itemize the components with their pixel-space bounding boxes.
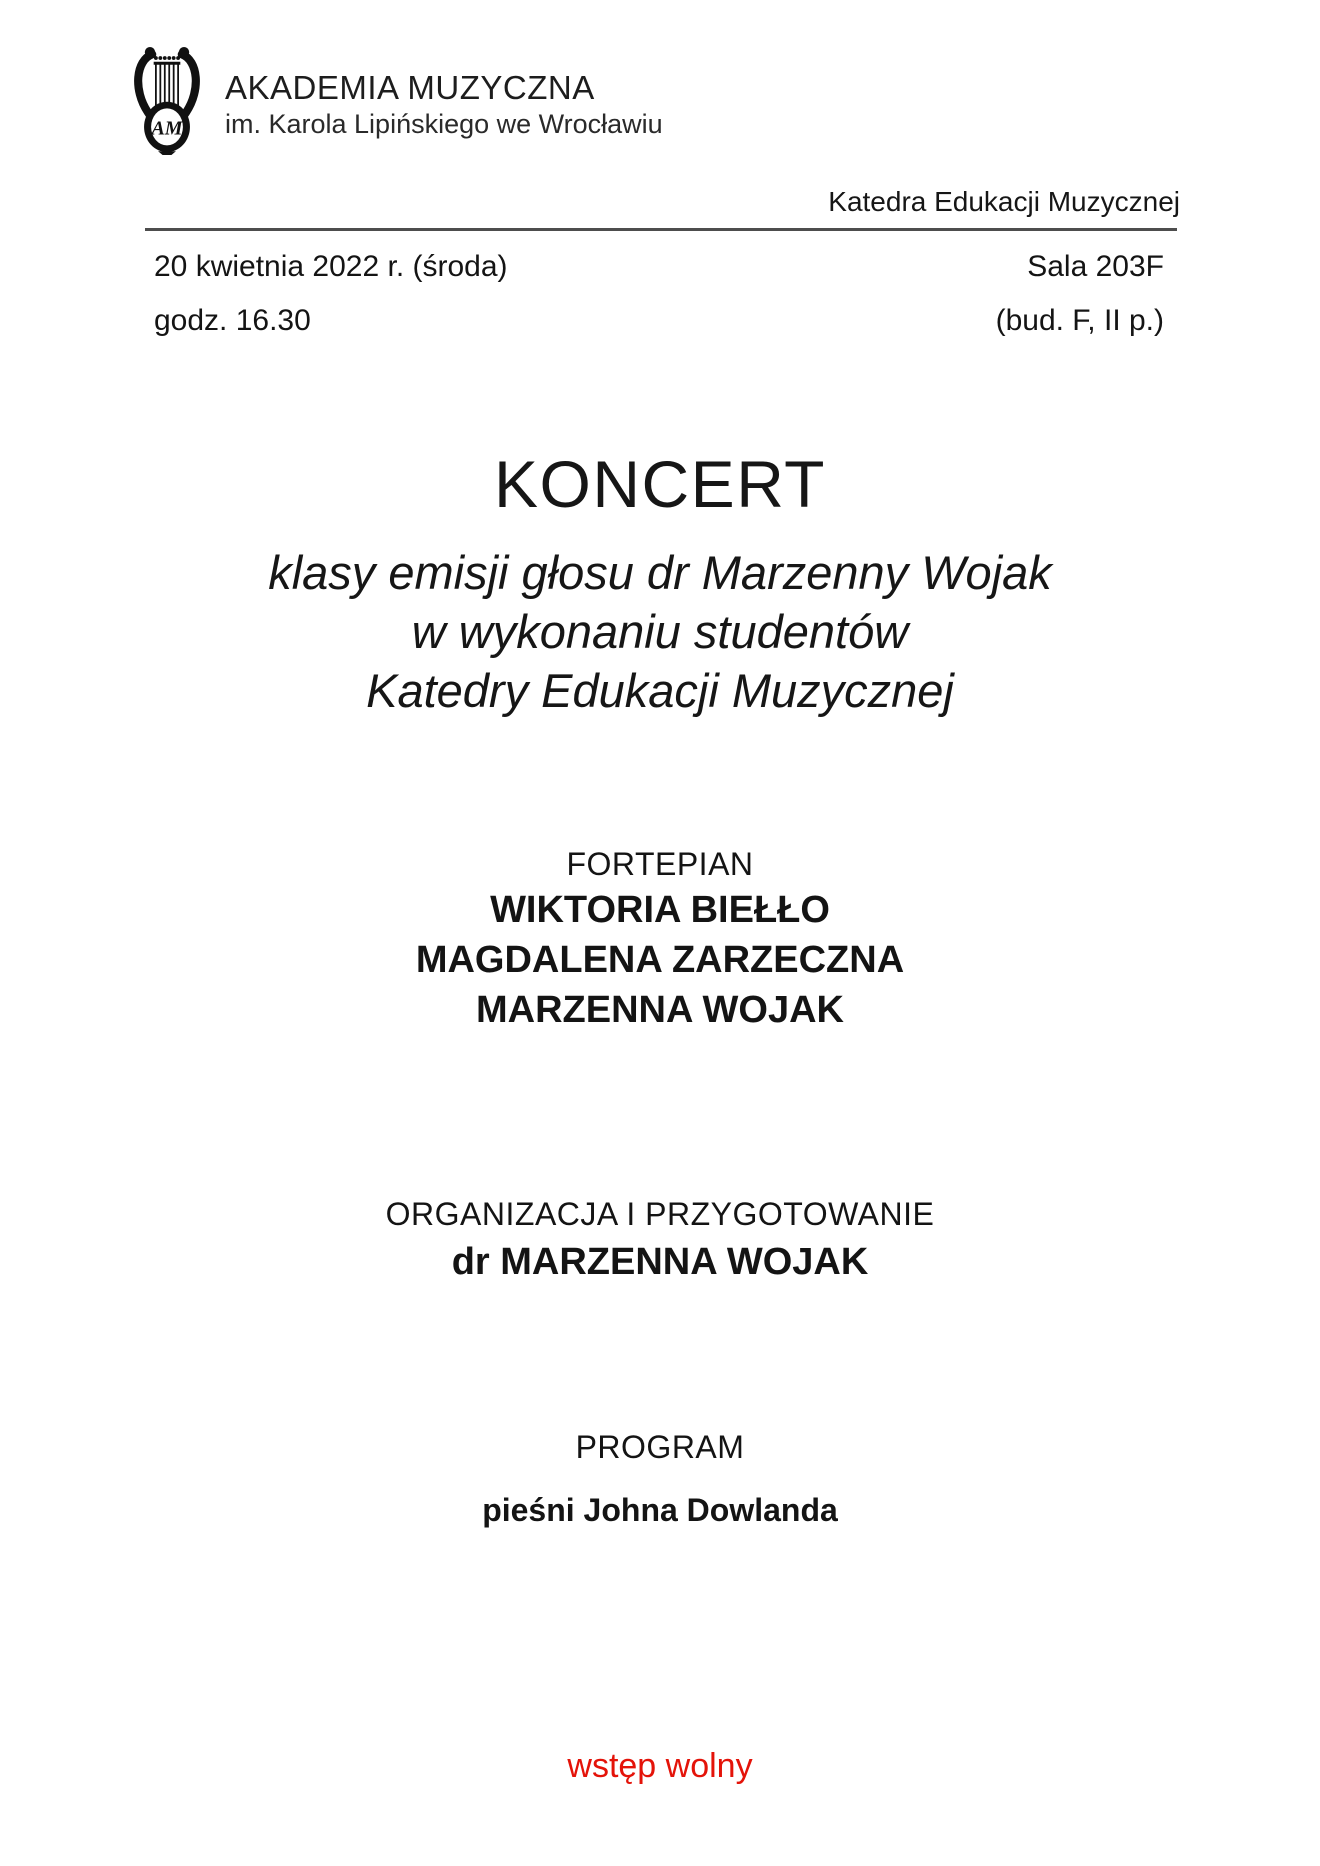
academy-subtitle: im. Karola Lipińskiego we Wrocławiu: [225, 109, 663, 139]
header-divider: [145, 228, 1177, 231]
event-info: [154, 248, 1164, 356]
organization-heading: ORGANIZACJA I PRZYGOTOWANIE: [385, 1196, 935, 1232]
piano-section: [0, 845, 1320, 1035]
academy-logo: [130, 44, 663, 155]
organization-section: [0, 1195, 1320, 1286]
event-date: 20 kwietnia 2022 r. (środa): [154, 250, 508, 283]
event-info-row-1: [154, 248, 1164, 285]
pianist-list: [0, 885, 1320, 1035]
event-room-detail: (bud. F, II p.): [995, 304, 1164, 337]
program-content: pieśni Johna Dowlanda: [482, 1492, 838, 1528]
program-section: [0, 1428, 1320, 1530]
piano-heading: FORTEPIAN: [566, 846, 754, 882]
subtitle: [0, 543, 1320, 720]
pianist-name: WIKTORIA BIEŁŁO: [490, 889, 830, 931]
subtitle-line: w wykonaniu studentów: [411, 605, 909, 658]
admission-note: wstęp wolny: [567, 1747, 753, 1785]
event-time: godz. 16.30: [154, 304, 311, 337]
academy-name-block: [225, 68, 663, 140]
subtitle-line: klasy emisji głosu dr Marzenny Wojak: [268, 546, 1052, 599]
department-name: Katedra Edukacji Muzycznej: [828, 186, 1180, 217]
academy-name: AKADEMIA MUZYCZNA: [225, 69, 595, 106]
logo-monogram: AM: [151, 117, 183, 140]
event-info-row-2: [154, 302, 1164, 339]
pianist-name: MAGDALENA ZARZECZNA: [415, 939, 905, 981]
lyre-logo-icon: [130, 44, 204, 155]
pianist-name: MARZENNA WOJAK: [475, 989, 844, 1031]
page-title: KONCERT: [494, 447, 826, 521]
program-heading: PROGRAM: [575, 1429, 745, 1465]
organizer-name: dr MARZENNA WOJAK: [451, 1241, 869, 1283]
event-room: Sala 203F: [1027, 250, 1164, 283]
subtitle-line: Katedry Edukacji Muzycznej: [366, 664, 954, 717]
